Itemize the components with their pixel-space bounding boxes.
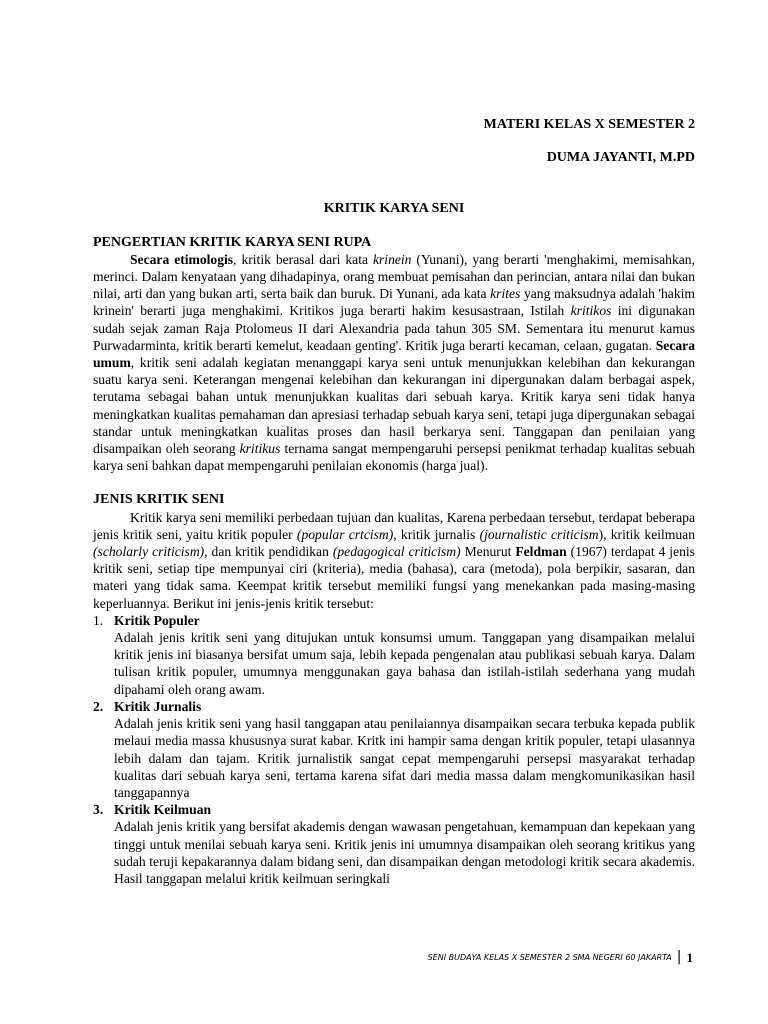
text-run: , dan kritik pendidikan: [204, 544, 333, 560]
footer-separator: |: [676, 949, 682, 965]
text-run: , kritik seni adalah kegiatan menanggapi karya seni untuk menunjukkan kelebihan dan kekurangan suatu karya seni. Keterangan mengenai kelebihan dan kekurangan ini dipergunakan dalam berbagai aspek, terutama sebagai bahan untuk menunjukkan kualitas dari sebuah karya. Kritik karya seni tidak hanya meningkatkan kualitas pemahaman dan apresiasi terhadap sebuah karya seni, tetapi juga dipergunakan sebagai standar untuk meningkatkan kualitas proses dan hasil berkarya seni. Tanggapan dan penilaian yang disampaikan oleh seorang: [93, 355, 695, 457]
footer-text: SENI BUDAYA KELAS X SEMESTER 2 SMA NEGERI 60 JAKARTA: [427, 953, 672, 962]
list-item-kritik-populer: [93, 612, 695, 698]
text-run: yang maksudnya adalah 'hakim krinein' berarti juga menghakimi. Kritikos juga berarti hakim kesusastraan, Istilah: [93, 286, 695, 319]
italic-run: (popular crtcism): [296, 526, 394, 542]
italic-run: kritikus: [239, 441, 281, 457]
bold-run: Secara etimologis: [130, 251, 234, 267]
document-title: KRITIK KARYA SENI: [323, 201, 465, 217]
italic-run: (scholarly criticism): [93, 544, 205, 560]
text-run: ), kritik keilmuan: [598, 526, 696, 542]
text-run: , kritik berasal dari kata: [233, 251, 373, 267]
italic-run: krites: [490, 286, 521, 302]
list-item-kritik-jurnalis: [93, 698, 695, 801]
list-number: 3.: [93, 802, 104, 818]
list-item-title: Kritik Jurnalis: [114, 698, 202, 714]
header-author: DUMA JAYANTI, M.PD: [546, 150, 695, 166]
bold-run: Secara umum: [93, 337, 695, 371]
text-run: , kritik jurnalis: [393, 526, 480, 542]
list-item-title: Kritik Keilmuan: [114, 802, 212, 818]
list-item-body: Adalah jenis kritik seni yang ditujukan untuk konsumsi umum. Tanggapan yang disampaikan melalui kritik jenis ini biasanya bersifat umum saja, lebih kepada pengenalan atau publikasi sebuah karya. Dalam tulisan kritik populer, umumnya menggunakan gaya bahasa dan istilah-istilah sederhana yang mudah dipahami oleh orang awam.: [114, 630, 695, 697]
header-class-semester: MATERI KELAS X SEMESTER 2: [483, 117, 695, 132]
text-run: Kritik karya seni memiliki perbedaan tujuan dan kualitas, Karena perbedaan tersebut, terdapat beberapa jenis kritik seni, yaitu kritik populer: [93, 509, 695, 542]
text-run: (1967) terdapat 4 jenis kritik seni, setiap tipe mempunyai ciri (kriteria), media (bahasa), cara (metoda), pola berpikir, sasaran, dan materi yang tidak sama. Keempat kritik tersebut memiliki fungsi yang menekankan pada masing-masing keperluannya. Berikut ini jenis-jenis kritik tersebut:: [93, 544, 695, 611]
paragraph-jenis: [93, 509, 695, 612]
text-run: ini digunakan sudah sejak zaman Raja Ptolomeus II dari Alexandria pada tahun 305 SM. Sementara itu menurut kamus Purwadarminta, kritik berarti kemelut, keadaan genting'. Kritik juga berarti kecaman, celaan, gugatan.: [93, 303, 695, 353]
text-run: (Yunani), yang berarti 'menghakimi, memisahkan, merinci. Dalam kenyataan yang dihadapinya, orang membuat pemisahan dan perincian, antara nilai dan bukan nilai, arti dan yang bukan arti, serta baik dan buruk. Di Yunani, ada kata: [93, 251, 695, 302]
list-item-kritik-keilmuan: [93, 801, 695, 887]
italic-run: kritikos: [570, 303, 612, 319]
list-item-body: Adalah jenis kritik yang bersifat akademis dengan wawasan pengetahuan, kemampuan dan kepekaan yang tinggi untuk menilai sebuah karya seni. Kritik jenis ini umumnya disampaikan oleh seorang kritikus yang sudah teruji kepakarannya dalam bidang seni, dan disampaikan dengan metodologi kritik secara akademis. Hasil tanggapan melalui kritik keilmuan seringkali: [114, 819, 695, 886]
italic-run: (journalistic criticism: [479, 526, 599, 542]
paragraph-pengertian: [93, 251, 695, 475]
page-footer: [428, 949, 693, 966]
section-heading-pengertian: PENGERTIAN KRITIK KARYA SENI RUPA: [93, 234, 372, 250]
bold-run: Feldman: [515, 544, 567, 560]
text-run: Menurut: [460, 544, 516, 560]
document-page: [93, 116, 695, 887]
list-item-title: Kritik Populer: [114, 612, 200, 628]
page-number: 1: [686, 950, 693, 965]
list-number: 2.: [93, 698, 104, 714]
text-run: ternama sangat mempengaruhi persepsi penikmat terhadap kualitas sebuah karya seni bahkan dapat mempengaruhi penilaian ekonomis (harga jual).: [93, 441, 695, 474]
section-heading-jenis: JENIS KRITIK SENI: [93, 492, 225, 508]
list-number: 1.: [93, 612, 104, 628]
italic-run: krinein: [372, 251, 412, 267]
italic-run: (pedagogical criticism): [332, 544, 461, 560]
list-item-body: Adalah jenis kritik seni yang hasil tanggapan atau penilaiannya disampaikan secara terbuka kepada publik melaui media massa khususnya surat kabar. Kritk ini hampir sama dengan kritik populer, tetapi ulasannya lebih dalam dan tajam. Kritik jurnalistik sangat cepat mempengaruhi persepsi masyarakat terhadap kualitas dari sebuah karya seni, tertama karena sifat dari media massa dalam mengkomunikasikan hasil tanggapannya: [114, 716, 695, 800]
